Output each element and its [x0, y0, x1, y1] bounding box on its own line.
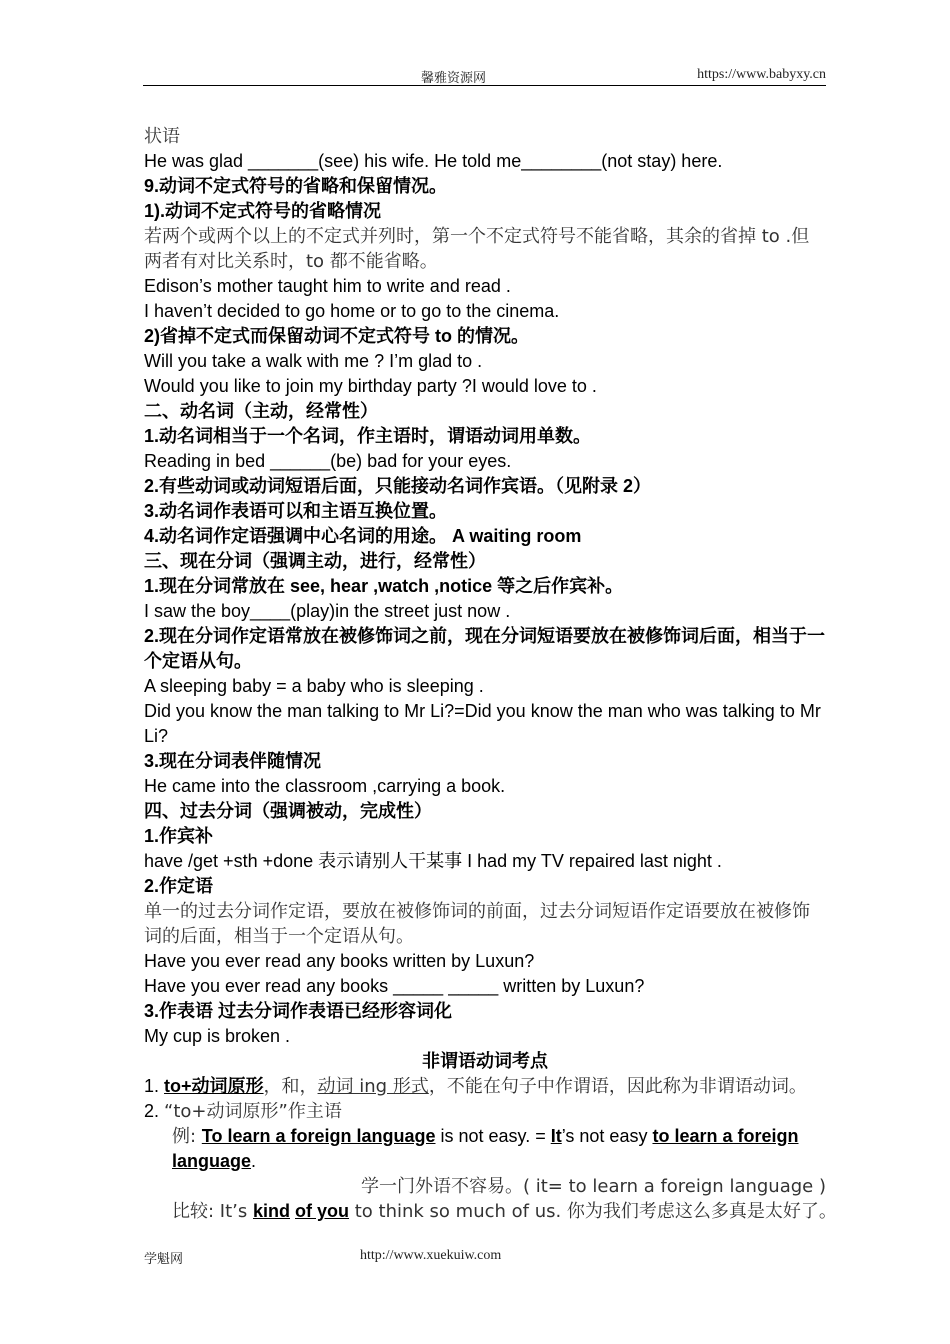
text-line: My cup is broken .	[144, 1026, 291, 1046]
section-heading: 三、现在分词（强调主动，进行，经常性）	[144, 551, 486, 571]
header-site-name: 馨雅资源网	[421, 71, 487, 86]
section-heading: 3.现在分词表伴随情况	[144, 751, 322, 771]
underlined-term: kind	[252, 1201, 290, 1221]
text-fragment: .	[251, 1151, 257, 1171]
text-fragment: ，和，	[263, 1076, 318, 1097]
text-line: I haven’t decided to go home or to go to the cinema.	[144, 301, 560, 321]
text-fragment: “to+动词原形”作主语	[164, 1101, 342, 1122]
section-heading: 1.现在分词常放在 see, hear ,watch ,notice 等之后作宾补。	[144, 576, 624, 596]
text-line: Have you ever read any books written by Luxun?	[144, 951, 535, 971]
text-line: Would you like to join my birthday party ?I would love to .	[144, 376, 597, 396]
underlined-term: to learn a foreign language	[172, 1126, 799, 1171]
text-line: 状语	[144, 126, 180, 147]
underlined-term: 动词 ing 形式	[317, 1076, 429, 1097]
text-fragment: ，不能在句子中作谓语，因此称为非谓语动词。	[428, 1076, 807, 1097]
text-line: He was glad _______(see) his wife. He told me________(not stay) here.	[144, 151, 723, 171]
section-heading: 1).动词不定式符号的省略情况	[144, 201, 382, 221]
numbered-item	[144, 1074, 826, 1099]
header-url: https://www.babyxy.cn	[697, 67, 826, 82]
section-heading: 二、动名词（主动，经常性）	[144, 401, 378, 421]
text-fragment: 例:	[172, 1126, 202, 1147]
example-sentence	[144, 1124, 826, 1174]
translation-line: 学一门外语不容易。( it= to learn a foreign language )	[360, 1176, 826, 1197]
item-number: 1.	[144, 1076, 160, 1096]
section-heading: 9.动词不定式符号的省略和保留情况。	[144, 176, 448, 196]
section-heading: 4.动名词作定语强调中心名词的用途。 A waiting room	[144, 526, 582, 546]
text-fragment: ’s not easy	[561, 1126, 653, 1146]
section-heading: 3.动名词作表语可以和主语互换位置。	[144, 501, 448, 521]
text-line: have /get +sth +done 表示请别人干某事 I had my TV repaired last night .	[144, 851, 722, 871]
section-title: 非谓语动词考点	[422, 1051, 548, 1071]
text-line: Will you take a walk with me ? I’m glad to .	[144, 351, 483, 371]
text-line: Have you ever read any books _____ _____ written by Luxun?	[144, 976, 645, 996]
section-heading: 四、过去分词（强调被动，完成性）	[144, 801, 432, 821]
section-heading: 3.作表语 过去分词作表语已经形容词化	[144, 1001, 453, 1021]
underlined-term: It	[550, 1126, 562, 1146]
footer-url[interactable]: http://www.xuekuiw.com	[360, 1248, 502, 1263]
text-paragraph: 单一的过去分词作定语，要放在被修饰词的前面，过去分词短语作定语要放在被修饰词的后面，相当于一个定语从句。	[144, 901, 810, 947]
underlined-term: To learn a foreign language	[201, 1126, 436, 1146]
text-line: A sleeping baby = a baby who is sleeping .	[144, 676, 484, 696]
underlined-term: to+动词原形	[164, 1076, 264, 1096]
header-divider	[143, 85, 826, 86]
text-fragment: is not easy. =	[435, 1126, 551, 1146]
comparison-sentence	[144, 1199, 837, 1224]
text-line: Reading in bed ______(be) bad for your eyes.	[144, 451, 512, 471]
section-heading: 2.现在分词作定语常放在被修饰词之前，现在分词短语要放在被修饰词后面，相当于一个定语从句。	[144, 626, 826, 671]
text-line: I saw the boy____(play)in the street just now .	[144, 601, 511, 621]
text-paragraph: 若两个或两个以上的不定式并列时，第一个不定式符号不能省略，其余的省掉 to .但两者有对比关系时，to 都不能省略。	[144, 226, 810, 272]
text-fragment: to think so much of us. 你为我们考虑这么多真是太好了。	[349, 1201, 837, 1222]
footer-site-name: 学魁网	[144, 1252, 184, 1267]
text-line: He came into the classroom ,carrying a book.	[144, 776, 506, 796]
item-number: 2.	[144, 1101, 160, 1121]
text-fragment: 比较: It’s	[172, 1201, 253, 1222]
section-heading: 2)省掉不定式而保留动词不定式符号 to 的情况。	[144, 326, 529, 346]
document-body	[144, 124, 837, 1224]
underlined-term: of you	[295, 1201, 350, 1221]
text-line: Edison’s mother taught him to write and read .	[144, 276, 511, 296]
section-heading: 1.作宾补	[144, 826, 214, 846]
numbered-item	[144, 1099, 826, 1124]
section-heading: 2.作定语	[144, 876, 214, 896]
section-heading: 2.有些动词或动词短语后面，只能接动名词作宾语。（见附录 2）	[144, 476, 652, 496]
text-paragraph: Did you know the man talking to Mr Li?=Did you know the man who was talking to Mr Li?	[144, 701, 821, 746]
section-heading: 1.动名词相当于一个名词，作主语时，谓语动词用单数。	[144, 426, 592, 446]
